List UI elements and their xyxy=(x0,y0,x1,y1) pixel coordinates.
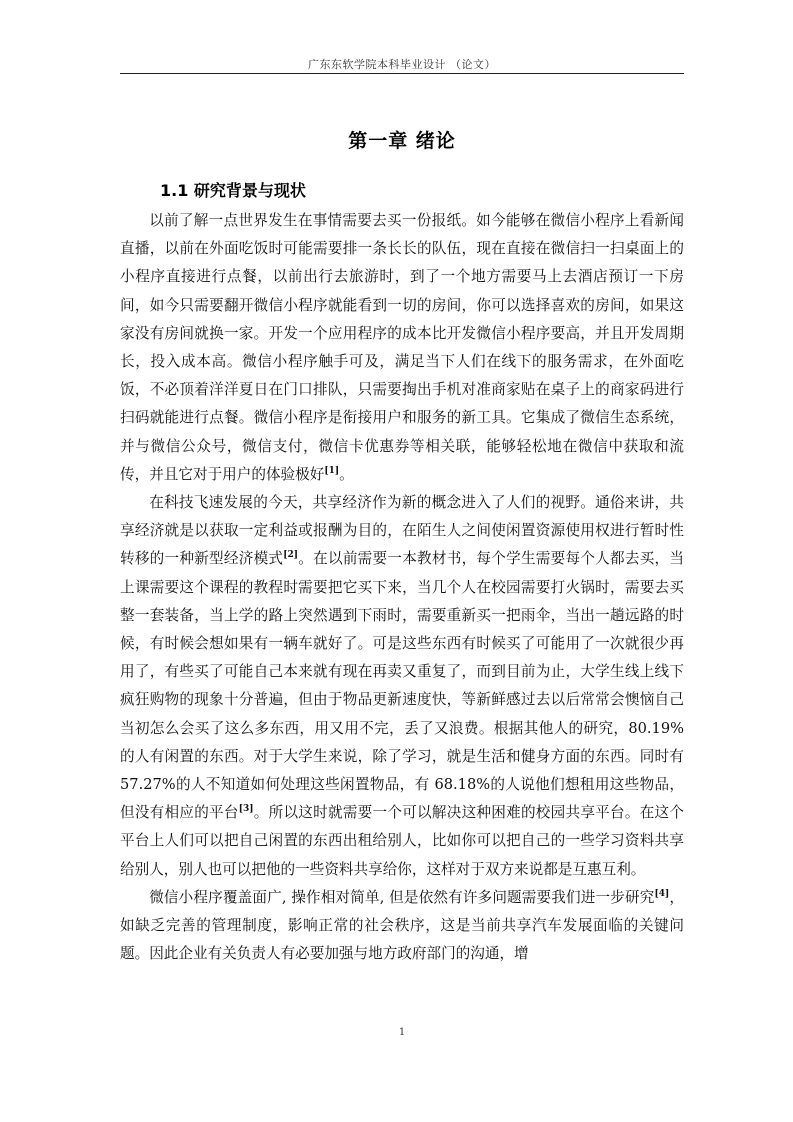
body-text xyxy=(120,207,684,968)
paragraph-3-text-a: 微信小程序覆盖面广, 操作相对简单, 但是依然有许多问题需要我们进一步研究 xyxy=(149,888,655,906)
paragraph-3 xyxy=(120,884,684,969)
citation-ref-2: [2] xyxy=(283,550,299,561)
chapter-title: 第一章 绪论 xyxy=(348,130,456,152)
paragraph-3-text-b: ，如缺乏完善的管理制度，影响正常的社会秩序，这是当前共享汽车发展面临的关键问题。因此企业有关负责人有必要加强与地方政府部门的沟通，增 xyxy=(120,888,684,963)
paragraph-1-text-b: 。 xyxy=(339,465,354,483)
header-rule xyxy=(120,73,684,74)
citation-ref-4: [4] xyxy=(654,889,670,900)
citation-ref-3: [3] xyxy=(238,804,254,815)
paragraph-1-text-a: 以前了解一点世界发生在事情需要去买一份报纸。如今能够在微信小程序上看新闻直播，以前在外面吃饭时可能需要排一条长长的队伍，现在直接在微信扫一扫桌面上的小程序直接进行点餐，以前出行去旅游时，到了一个地方需要马上去酒店预订一下房间，如今只需要翻开微信小程序就能看到一切的房间，你可以选择喜欢的房间，如果这家没有房间就换一家。开发一个应用程序的成本比开发微信小程序要高，并且开发周期长，投入成本高。微信小程序触手可及，满足当下人们在线下的服务需求，在外面吃饭，不必顶着洋洋夏日在门口排队，只需要掏出手机对准商家贴在桌子上的商家码进行扫码就能进行点餐。微信小程序是衔接用户和服务的新工具。它集成了微信生态系统，并与微信公众号，微信支付，微信卡优惠券等相关联，能够轻松地在微信中获取和流传，并且它对于用户的体验极好 xyxy=(120,212,684,483)
paragraph-2 xyxy=(120,489,684,884)
paragraph-1 xyxy=(120,207,684,489)
paragraph-2-text-c: 。所以这时就需要一个可以解决这种困难的校园共享平台。在这个平台上人们可以把自己闲置的东西出租给别人，比如你可以把自己的一些学习资料共享给别人，别人也可以把他的一些资料共享给你，这样对于双方来说都是互惠互利。 xyxy=(120,804,684,878)
paragraph-2-text-b: 。在以前需要一本教材书，每个学生需要每个人都去买，当上课需要这个课程的教程时需要把它买下来，当几个人在校园需要打火锅时，需要去买整一套装备，当上学的路上突然遇到下雨时，需要重新买一把雨伞，当出一趟远路的时候，有时候会想如果有一辆车就好了。可是这些东西有时候买了可能用了一次就很少再用了，有些买了可能自己本来就有现在再卖又重复了，而到目前为止，大学生线上线下疯狂购物的现象十分普遍，但由于物品更新速度快，等新鲜感过去以后常常会懊恼自己当初怎么会买了这么多东西，用又用不完，丢了又浪费。根据其他人的研究，80.19%的人有闲置的东西。对于大学生来说，除了学习，就是生活和健身方面的东西。同时有 57.27%的人不知道如何处理这些闲置物品，有 68.18%的人说他们想租用这些物品，但没有相应的平台 xyxy=(120,550,684,822)
page-number: 1 xyxy=(398,1027,406,1038)
running-header: 广东东软学院本科毕业设计 （论文） xyxy=(308,58,496,71)
paragraph-2-text-a: 在科技飞速发展的今天，共享经济作为新的概念进入了人们的视野。通俗来讲，共享经济就是以获取一定利益或报酬为目的，在陌生人之间使闲置资源使用权进行暂时性转移的一种新型经济模式 xyxy=(120,494,684,568)
citation-ref-1: [1] xyxy=(324,465,340,476)
section-title: 1.1 研究背景与现状 xyxy=(160,181,306,200)
